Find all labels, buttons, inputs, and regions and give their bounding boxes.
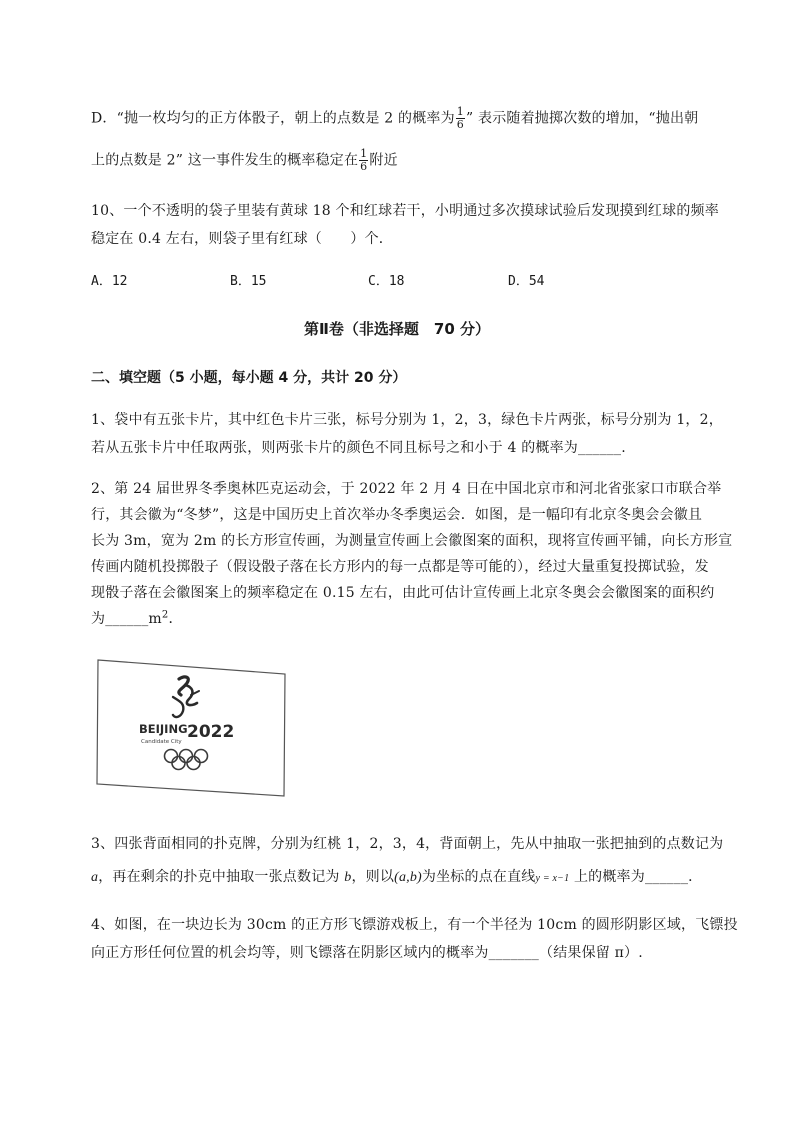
- unit-exponent: 2: [161, 609, 169, 621]
- fill1-line2: 若从五张卡片中任取两张，则两张卡片的颜色不同且标号之和小于 4 的概率为______.: [91, 440, 626, 456]
- fill3-line2: a，再在剩余的扑克中抽取一张点数记为 b，则以(a,b)为坐标的点在直线y = x−1 上的概率为______．: [91, 869, 703, 885]
- q10-stem-line2: 稳定在 0.4 左右，则袋子里有红球（ ）个．: [91, 231, 393, 247]
- q9-d-text-b: ” 表示随着抛掷次数的增加，“抛出朝: [466, 110, 699, 127]
- fill4-line1: 4、如图，在一块边长为 30cm 的正方形飞镖游戏板上，有一个半径为 10cm 的圆形阴影区域，飞镖投: [91, 917, 738, 933]
- q9-d-text-d: 附近: [369, 152, 398, 169]
- q9-d-text-c: 上的点数是 2” 这一事件发生的概率稳定在: [91, 152, 359, 169]
- fraction-one-sixth: $\frac{1}{6}$: [456, 105, 464, 131]
- section2-heading: 二、填空题（5 小题，每小题 4 分，共计 20 分）: [91, 370, 407, 386]
- q10-stem-line1: 10、一个不透明的袋子里装有黄球 18 个和红球若干，小明通过多次摸球试验后发现摸到红球的频率: [91, 203, 719, 219]
- q9-option-d-line2: [91, 148, 398, 173]
- fill1-line1: 1、袋中有五张卡片，其中红色卡片三张，标号分别为 1，2，3，绿色卡片两张，标号分别为 1，2，: [91, 412, 723, 428]
- fill2-line1: 2、第 24 届世界冬季奥林匹克运动会，于 2022 年 2 月 4 日在中国北京市和河北省张家口市联合举: [91, 481, 722, 497]
- q9-d-text-a: D．“抛一枚均匀的正方体骰子，朝上的点数是 2 的概率为: [91, 110, 455, 127]
- q10-option-a: A．12: [91, 274, 128, 289]
- logo-city-text: BEIJING: [139, 722, 188, 736]
- logo-year-text: 2022: [187, 722, 235, 742]
- fill3-line1: 3、四张背面相同的扑克牌，分别为红桃 1，2，3，4，背面朝上，先从中抽取一张把抽到的点数记为: [91, 836, 724, 852]
- logo-subtitle-text: Candidate City: [141, 739, 182, 745]
- line-equation: y = x−1: [535, 873, 570, 884]
- fill2-line4: 传画内随机投掷骰子（假设骰子落在长方形内的每一点都是等可能的），经过大量重复投掷试验，发: [91, 559, 709, 575]
- fill4-line2: 向正方形任何位置的机会均等，则飞镖落在阴影区域内的概率为_______（结果保留 π）.: [91, 945, 643, 961]
- q10-option-b: B．15: [230, 274, 267, 289]
- part2-title: 第Ⅱ卷（非选择题 70 分）: [304, 320, 490, 338]
- fill2-line2: 行，其会徽为“冬梦”，这是中国历史上首次举办冬季奥运会．如图，是一幅印有北京冬奥会会徽且: [91, 507, 703, 523]
- fill2-blank-text: 为______m: [91, 611, 162, 627]
- q9-option-d-line1: [91, 106, 698, 131]
- variable-a: a: [91, 870, 99, 885]
- fill2-line6: 为$\_\_\_\_\_\_m^2$．: [91, 609, 183, 627]
- q10-option-d: D．54: [508, 274, 545, 289]
- variable-b: b: [344, 870, 352, 885]
- fraction-one-sixth: $\frac{1}{6}$: [360, 147, 368, 173]
- point-ab: (a,b): [394, 870, 422, 885]
- beijing-2022-poster-figure: [95, 657, 287, 799]
- fill2-line5: 现骰子落在会徽图案上的频率稳定在 0.15 左右，由此可估计宣传画上北京冬奥会会徽图案的面积约: [91, 585, 715, 601]
- q10-option-c: C．18: [368, 274, 405, 289]
- fill2-line3: 长为 3m，宽为 2m 的长方形宣传画，为测量宣传画上会徽图案的面积，现将宣传画平铺，向长方形宣: [91, 533, 733, 549]
